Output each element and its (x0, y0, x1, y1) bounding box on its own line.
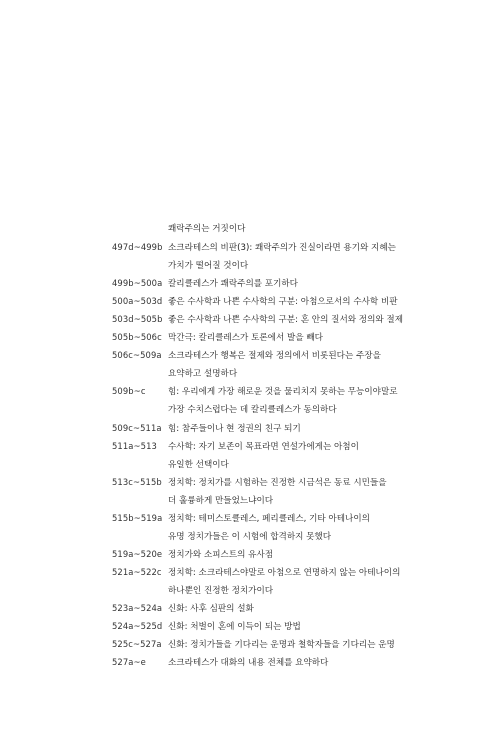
toc-text (168, 275, 438, 293)
toc-text (168, 438, 438, 474)
toc-text (168, 600, 438, 618)
toc-ref: 519a~520e (112, 549, 163, 559)
toc-text-line: 소크라테스의 비판(3): 쾌락주의가 진실이라면 용기와 지혜는 (168, 243, 396, 253)
toc-text (168, 420, 438, 438)
toc-text-line: 더 훌륭하게 만들었느냐이다 (168, 496, 274, 506)
toc-text (168, 618, 438, 636)
toc-ref: 500a~503d (112, 296, 163, 306)
toc-ref: 509c~511a (112, 423, 162, 433)
toc-text-line: 막간극: 칼리클레스가 토론에서 발을 빼다 (168, 333, 323, 343)
toc-text-line: 정치학: 소크라테스야말로 아첨으로 연명하지 않는 아테나이의 (168, 568, 401, 578)
toc-ref: 509b~c (112, 386, 146, 396)
toc-ref: 505b~506c (112, 332, 162, 342)
toc-text-line: 가치가 떨어질 것이다 (168, 261, 249, 271)
toc-ref: 511a~513 (112, 441, 157, 451)
toc-text (168, 347, 438, 383)
toc-ref: 499b~500a (112, 278, 163, 288)
toc-text-line: 가장 수치스럽다는 데 칼리클레스가 동의하다 (168, 405, 337, 415)
toc-ref: 497d~499b (112, 242, 163, 252)
toc-text-line: 유명 정치가들은 이 시험에 합격하지 못했다 (168, 532, 332, 542)
toc-text-line: 소크라테스가 행복은 절제와 정의에서 비롯된다는 주장을 (168, 351, 381, 361)
toc-ref: 523a~524a (112, 603, 163, 613)
toc-text (168, 564, 438, 600)
toc-text (168, 636, 438, 654)
toc-text-line: 힘: 우리에게 가장 해로운 것을 물리치지 못하는 무능이야말로 (168, 387, 398, 397)
toc-text-line: 힘: 참주들이나 현 정권의 친구 되기 (168, 424, 301, 434)
toc-text (168, 293, 438, 311)
toc-text-line: 하나뿐인 진정한 정치가이다 (168, 586, 274, 596)
toc-text (168, 546, 438, 564)
toc-text-line: 요약하고 설명하다 (168, 369, 238, 379)
toc-text (168, 329, 438, 347)
toc-text (168, 654, 438, 672)
toc-text-line: 쾌락주의는 거짓이다 (168, 224, 246, 234)
toc-ref: 513c~515b (112, 477, 162, 487)
toc-text (168, 311, 438, 329)
toc-text-line: 신화: 정치가들을 기다리는 운명과 철학자들을 기다리는 운명 (168, 640, 395, 650)
toc-text-line: 좋은 수사학과 나쁜 수사학의 구분: 혼 안의 질서와 정의와 절제 (168, 315, 404, 325)
toc-ref: 506c~509a (112, 350, 162, 360)
toc-text (168, 474, 438, 510)
toc-text-line: 소크라테스가 대화의 내용 전체를 요약하다 (168, 658, 329, 668)
toc-text-line: 좋은 수사학과 나쁜 수사학의 구분: 아첨으로서의 수사학 비판 (168, 297, 398, 307)
toc-text (168, 220, 438, 238)
toc-ref: 524a~525d (112, 621, 163, 631)
toc-ref: 521a~522c (112, 567, 162, 577)
toc-text (168, 383, 438, 419)
toc-text-line: 정치학: 정치가를 시험하는 진정한 시금석은 동료 시민들을 (168, 478, 387, 488)
toc-text-line: 칼리클레스가 쾌락주의를 포기하다 (168, 279, 298, 289)
toc-ref: 525c~527a (112, 639, 162, 649)
toc-text-line: 유일한 선택이다 (168, 460, 229, 470)
toc-text (168, 239, 438, 275)
toc-ref: 503d~505b (112, 314, 163, 324)
toc-text-line: 신화: 사후 심판의 설화 (168, 604, 254, 614)
toc-ref: 527a~e (112, 657, 146, 667)
toc-text (168, 510, 438, 546)
toc-text-line: 정치학: 테미스토클레스, 페리클레스, 기타 아테나이의 (168, 514, 370, 524)
toc-ref: 515b~519a (112, 513, 163, 523)
toc-text-line: 정치가와 소피스트의 유사점 (168, 550, 274, 560)
toc-text-line: 신화: 처벌이 혼에 이득이 되는 방법 (168, 622, 301, 632)
toc-text-line: 수사학: 자기 보존이 목표라면 연설가에게는 아첨이 (168, 442, 359, 452)
